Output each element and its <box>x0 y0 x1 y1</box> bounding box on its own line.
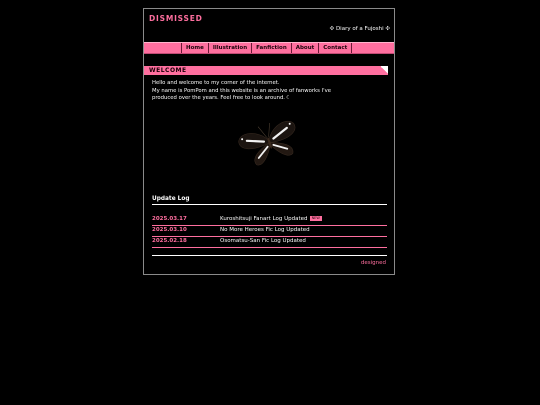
moon-icon: ☾ <box>286 95 291 102</box>
tagline: ✣ Diary of a Fujoshi ✣ <box>329 26 390 32</box>
log-row <box>152 237 387 248</box>
log-entry-text[interactable]: Osomatsu-San Fic Log Updated <box>220 238 306 244</box>
site-title[interactable]: DISMISSED <box>149 14 203 23</box>
log-date: 2025.03.10 <box>152 227 187 233</box>
log-row <box>152 226 387 237</box>
intro-line-1: Hello and welcome to my corner of the internet. <box>152 80 280 86</box>
intro-line-2: My name is PomPom and this website is an archive of fanworks I've <box>152 87 331 94</box>
intro-line-3-text: produced over the years. Feel free to look around. <box>152 95 285 102</box>
nav-fanfiction[interactable]: Fanfiction <box>252 43 292 53</box>
log-entry-text[interactable]: No More Heroes Fic Log Updated <box>220 227 310 233</box>
nav-spacer <box>144 43 182 53</box>
nav-illustration[interactable]: Illustration <box>209 43 252 53</box>
nav-home[interactable]: Home <box>182 43 209 53</box>
divider <box>152 204 387 205</box>
nav-about[interactable]: About <box>292 43 320 53</box>
log-entry-text: Kuroshitsuji Fanart Log Updated <box>220 216 308 222</box>
log-date: 2025.02.18 <box>152 238 187 244</box>
nav-bar <box>144 42 394 54</box>
footer-divider <box>152 255 387 256</box>
intro-line-3 <box>152 95 374 103</box>
log-entry[interactable] <box>220 216 322 222</box>
butterfly-image <box>236 116 302 166</box>
nav-contact[interactable]: Contact <box>319 43 352 53</box>
page-frame <box>143 8 395 275</box>
new-badge: NEW <box>311 216 320 220</box>
welcome-title: WELCOME <box>149 67 187 74</box>
log-date: 2025.03.17 <box>152 216 187 222</box>
folded-corner-icon <box>381 66 388 75</box>
welcome-header <box>144 66 388 75</box>
log-row <box>152 215 387 226</box>
designed-link[interactable]: designed <box>360 260 386 266</box>
update-log-heading: Update Log <box>152 196 190 202</box>
intro-text <box>152 80 374 103</box>
